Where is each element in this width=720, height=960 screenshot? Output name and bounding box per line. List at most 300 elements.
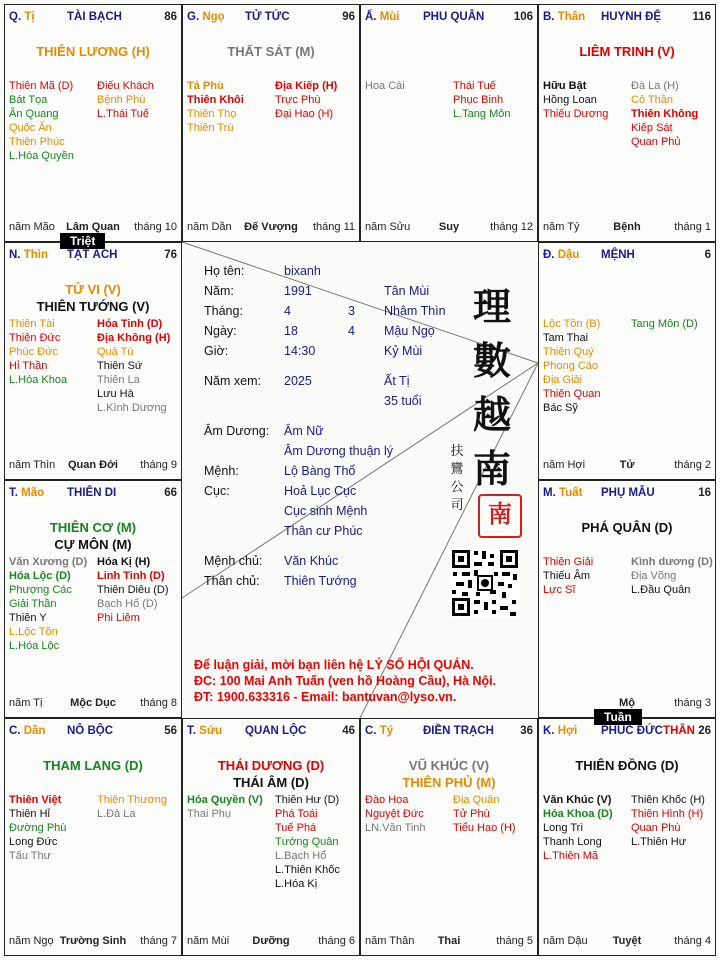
main-stars <box>539 43 715 60</box>
minor-stars-left <box>543 317 600 415</box>
minor-star: L.Đà La <box>97 808 136 820</box>
truong-sinh: Dưỡng <box>252 935 290 947</box>
palace-name: MỆNH <box>601 249 635 261</box>
palace-can-chi <box>187 725 222 737</box>
namxem-al: Ất Tị <box>384 374 410 388</box>
palace-can: M. <box>543 487 556 499</box>
thanchu-value: Thiên Tướng <box>284 574 357 588</box>
main-star: VŨ KHÚC (V) <box>408 758 490 773</box>
minor-star: L.Hóa Lộc <box>9 640 60 652</box>
minor-star: Hóa Khoa (D) <box>543 808 613 820</box>
center-info <box>182 242 538 718</box>
palace-suu[interactable] <box>182 718 360 956</box>
palace-name: PHU QUÂN <box>423 11 485 23</box>
palace-name: NÔ BỘC <box>67 725 113 737</box>
tuan-badge: Tuần <box>594 709 642 725</box>
palace-month: tháng 1 <box>674 221 711 233</box>
minor-star: Thiên Tài <box>9 318 55 330</box>
palace-can-chi <box>365 725 393 737</box>
luu-nien: năm Tị <box>9 697 43 709</box>
palace-month: tháng 10 <box>134 221 177 233</box>
minor-star: Đà La (H) <box>631 80 679 92</box>
main-stars <box>5 757 181 774</box>
palace-name: TỬ TỨC <box>245 11 290 23</box>
minor-star: L.Hóa Quyền <box>9 150 74 162</box>
minor-star: Quả Tú <box>97 346 134 358</box>
palace-chi: Tý <box>379 725 394 737</box>
minor-star: Kiếp Sát <box>631 122 673 134</box>
palace-name: THIÊN DI <box>67 487 117 499</box>
minor-star: L.Tang Môn <box>453 108 511 120</box>
truong-sinh: Mộ <box>619 697 635 709</box>
minor-star: Lưu Hà <box>97 388 134 400</box>
minor-stars-left <box>9 317 67 387</box>
minor-star: Tuế Phá <box>275 822 317 834</box>
minor-star: Hồng Loan <box>543 94 597 106</box>
triet-badge: Triệt <box>60 233 105 249</box>
minor-star: Thiên Khôi <box>187 94 244 106</box>
than-marker: THÂN <box>663 725 695 737</box>
palace-can: C. <box>365 725 377 737</box>
main-stars <box>5 519 181 553</box>
palace-chi: Hợi <box>557 725 578 737</box>
minor-star: Hóa Kị (H) <box>97 556 151 568</box>
minor-star: Lực Sĩ <box>543 584 576 596</box>
subseal-char: 鸞 <box>450 461 464 476</box>
palace-month: tháng 4 <box>674 935 711 947</box>
red-seal <box>478 494 522 538</box>
minor-stars-right <box>97 555 169 625</box>
palace-chi: Mão <box>21 487 45 499</box>
amduong-value: Âm Nữ <box>284 424 324 438</box>
palace-can-chi <box>9 249 48 261</box>
palace-header <box>543 11 711 25</box>
truong-sinh: Đế Vượng <box>244 221 298 233</box>
palace-month: tháng 11 <box>312 221 355 233</box>
luu-nien: năm Hợi <box>543 459 586 471</box>
minor-star: Địa Quân <box>453 794 500 806</box>
minor-star: Địa Kiếp (H) <box>275 80 338 92</box>
subseal-char: 公 <box>450 479 464 494</box>
minor-star: LN.Văn Tinh <box>365 822 426 834</box>
minor-star: L.Kình Dương <box>97 402 167 414</box>
minor-star: Thiên Quý <box>543 346 594 358</box>
minor-star: L.Thiên Hư <box>631 836 687 848</box>
main-star: THIÊN TƯỚNG (V) <box>36 299 150 314</box>
minor-star: Thiếu Dương <box>543 108 609 120</box>
main-star: TỬ VI (V) <box>65 282 121 297</box>
palace-can: T. <box>9 487 18 499</box>
minor-stars-left <box>543 79 608 121</box>
truong-sinh: Thai <box>437 935 461 947</box>
ngay-al-n: 4 <box>348 324 355 338</box>
palace-name: TÀI BẠCH <box>67 11 122 23</box>
palace-can: Đ. <box>543 249 555 261</box>
cuc-value-3: Thân cư Phúc <box>284 524 363 538</box>
cuc-value-2: Cục sinh Mệnh <box>284 504 368 518</box>
main-stars <box>183 43 359 60</box>
minor-star: Hỏa Tinh (D) <box>97 318 163 330</box>
palace-month: tháng 7 <box>140 935 177 947</box>
palace-age: 96 <box>342 11 355 23</box>
truong-sinh: Quan Đới <box>68 459 118 471</box>
main-star: THIÊN ĐỒNG (D) <box>575 758 679 773</box>
main-stars <box>5 43 181 60</box>
minor-stars-left <box>9 793 66 863</box>
minor-star: Thiên Khốc (H) <box>631 794 705 806</box>
minor-star: Thiên Quan <box>543 388 601 400</box>
palace-chi: Tuất <box>558 487 583 499</box>
minor-stars-left <box>187 793 263 821</box>
minor-stars-right <box>97 317 170 415</box>
palace-ty2[interactable] <box>360 718 538 956</box>
nam-label: Năm: <box>204 284 234 298</box>
minor-star: Phá Toái <box>275 808 318 820</box>
minor-star: Cô Thần <box>631 94 673 106</box>
palace-chi: Thìn <box>23 249 48 261</box>
minor-star: Thiếu Âm <box>543 570 591 582</box>
palace-month: tháng 2 <box>674 459 711 471</box>
main-star: LIÊM TRINH (V) <box>579 44 675 59</box>
minor-star: Bệnh Phù <box>97 94 146 106</box>
palace-footer <box>9 935 177 949</box>
palace-month: tháng 3 <box>674 697 711 709</box>
minor-star: Bạch Hổ (D) <box>97 598 158 610</box>
palace-header <box>365 11 533 25</box>
minor-star: Thiên La <box>97 374 140 386</box>
palace-footer <box>9 697 177 711</box>
minor-star: L.Thiên Khốc <box>275 864 340 876</box>
minor-star: Linh Tinh (D) <box>97 570 165 582</box>
main-star: THAM LANG (D) <box>43 758 143 773</box>
cuc-label: Cục: <box>204 484 230 498</box>
minor-star: Thiên Phúc <box>9 136 65 148</box>
truong-sinh: Lâm Quan <box>66 221 120 233</box>
palace-name: TẬT ÁCH <box>67 249 118 261</box>
minor-star: Hữu Bật <box>543 80 587 92</box>
minor-stars-left <box>187 79 244 135</box>
palace-can-chi <box>187 11 225 23</box>
minor-star: Địa Không (H) <box>97 332 171 344</box>
main-star: THIÊN PHỦ (M) <box>402 775 496 790</box>
minor-star: Phượng Các <box>9 584 72 596</box>
minor-star: L.Thái Tuế <box>97 108 149 120</box>
amduong-value-2: Âm Dương thuận lý <box>284 444 393 458</box>
minor-star: L.Bạch Hổ <box>275 850 327 862</box>
minor-star: Thiên Việt <box>9 794 62 806</box>
palace-name: QUAN LỘC <box>245 725 307 737</box>
namxem-value: 2025 <box>284 374 312 388</box>
main-star: CỰ MÔN (M) <box>54 537 132 552</box>
minor-star: Địa Giải <box>543 374 583 386</box>
luu-nien: năm Mão <box>9 221 55 233</box>
palace-tuat[interactable] <box>538 480 716 718</box>
subseal-char: 司 <box>450 497 464 512</box>
luu-nien: năm Tý <box>543 221 580 233</box>
thang-value: 4 <box>284 304 291 318</box>
palace-can: K. <box>543 725 555 737</box>
minor-star: Tấu Thư <box>9 850 52 862</box>
seal-char: 南 <box>488 501 512 528</box>
minor-stars-right <box>631 793 705 849</box>
palace-header <box>9 487 177 501</box>
ngay-value: 18 <box>284 324 298 338</box>
calligraphy-char: 理 <box>472 284 511 329</box>
palace-chi: Sửu <box>199 725 223 737</box>
palace-header <box>187 11 355 25</box>
truong-sinh: Suy <box>438 221 460 233</box>
main-stars <box>361 757 537 791</box>
minor-star: L.Lộc Tồn <box>9 626 58 638</box>
palace-month: tháng 8 <box>140 697 177 709</box>
minor-star: Quan Phù <box>631 822 681 834</box>
palace-than[interactable] <box>538 4 716 242</box>
thanchu-label: Thân chủ: <box>204 574 260 588</box>
minor-star: Tang Môn (D) <box>631 318 698 330</box>
palace-footer <box>365 221 533 235</box>
minor-stars-right <box>275 79 337 121</box>
palace-age: 66 <box>164 487 177 499</box>
minor-star: Thiên Y <box>9 612 47 624</box>
minor-stars-left <box>365 793 426 835</box>
minor-stars-left <box>543 793 613 863</box>
palace-age: 26 <box>698 725 711 737</box>
gio-al: Kỷ Mùi <box>384 344 423 358</box>
ho-ten-label: Họ tên: <box>204 264 245 278</box>
minor-star: Phong Cáo <box>543 360 599 372</box>
palace-can: N. <box>9 249 21 261</box>
main-star: THIÊN LƯƠNG (H) <box>36 44 150 59</box>
palace-chi: Dần <box>23 725 46 737</box>
palace-can: B. <box>543 11 555 23</box>
minor-star: Tả Phù <box>187 80 224 92</box>
palace-header <box>9 725 177 739</box>
minor-stars-right <box>631 555 713 597</box>
main-star: THÁI ÂM (D) <box>233 775 309 790</box>
minor-star: Hỉ Thần <box>9 360 48 372</box>
palace-header <box>187 725 355 739</box>
minor-star: Quốc Ấn <box>9 122 52 134</box>
truong-sinh: Bệnh <box>613 221 641 233</box>
minor-star: Tướng Quân <box>275 836 339 848</box>
palace-hoi[interactable] <box>538 718 716 956</box>
minor-star: Bác Sỹ <box>543 402 578 414</box>
luu-nien: năm Sửu <box>365 221 411 233</box>
minor-star: Hóa Quyền (V) <box>187 794 263 806</box>
palace-can: T. <box>187 725 196 737</box>
palace-footer <box>187 221 355 235</box>
minor-stars-right <box>453 79 510 121</box>
truong-sinh: Tử <box>619 459 635 471</box>
main-stars <box>183 757 359 791</box>
palace-header <box>543 487 711 501</box>
palace-chi: Mùi <box>379 11 400 23</box>
minor-star: Thiên Trù <box>187 122 234 134</box>
thang-al-n: 3 <box>348 304 355 318</box>
palace-footer <box>543 221 711 235</box>
minor-star: Tử Phù <box>453 808 490 820</box>
palace-header <box>9 11 177 25</box>
palace-age: 76 <box>164 249 177 261</box>
palace-can-chi <box>9 725 45 737</box>
palace-ngo[interactable] <box>182 4 360 242</box>
ngay-al: Mậu Ngọ <box>384 324 435 338</box>
minor-star: Thiên Giải <box>543 556 594 568</box>
namxem-label: Năm xem: <box>204 374 261 388</box>
main-star: THIÊN CƠ (M) <box>49 520 137 535</box>
palace-chi: Ngọ <box>202 11 225 23</box>
minor-star: Lộc Tồn (B) <box>543 318 601 330</box>
palace-name: ĐIỀN TRẠCH <box>423 725 494 737</box>
minor-star: Văn Xương (D) <box>9 556 88 568</box>
minor-star: Tam Thai <box>543 332 589 344</box>
minor-star: Hóa Lộc (D) <box>9 570 71 582</box>
palace-age: 16 <box>698 487 711 499</box>
luu-nien: năm Dần <box>187 221 232 233</box>
palace-month: tháng 5 <box>496 935 533 947</box>
minor-star: Long Trì <box>543 822 584 834</box>
palace-dau[interactable] <box>538 242 716 480</box>
palace-ty[interactable] <box>4 4 182 242</box>
minor-star: Thai Phụ <box>187 808 232 820</box>
palace-can: C. <box>9 725 21 737</box>
palace-month: tháng 9 <box>140 459 177 471</box>
main-star: THẤT SÁT (M) <box>227 44 315 59</box>
subseal-char: 扶 <box>450 443 464 458</box>
minor-star: Giải Thần <box>9 598 57 610</box>
minor-stars-right <box>631 79 698 149</box>
palace-age: 6 <box>704 249 711 261</box>
ngay-label: Ngày: <box>204 324 237 338</box>
main-stars <box>539 757 715 774</box>
minor-star: Địa Võng <box>631 570 677 582</box>
luu-nien: năm Dậu <box>543 935 588 947</box>
thang-label: Tháng: <box>204 304 243 318</box>
gio-label: Giờ: <box>204 344 229 358</box>
minor-star: Nguyệt Đức <box>365 808 424 820</box>
minor-star: L.Thiên Mã <box>543 850 599 862</box>
main-stars <box>539 519 715 536</box>
main-star: PHÁ QUÂN (D) <box>581 520 673 535</box>
palace-can-chi <box>543 249 579 261</box>
minor-star: Thiên Sứ <box>97 360 143 372</box>
contact-line-2: ĐC: 100 Mai Anh Tuấn (ven hồ Hoàng Cầu), Hà Nội. <box>194 674 497 688</box>
minor-star: Thiên Mã (D) <box>9 80 74 92</box>
amduong-label: Âm Dương: <box>204 424 270 438</box>
palace-mui[interactable] <box>360 4 538 242</box>
palace-header <box>9 249 177 263</box>
minor-star: L.Đầu Quân <box>631 584 691 596</box>
minor-star: Văn Khúc (V) <box>543 794 612 806</box>
minor-star: Phúc Đức <box>9 346 58 358</box>
minor-stars-right <box>97 79 154 121</box>
minor-star: Thiên Thọ <box>187 108 237 120</box>
truong-sinh: Mộc Dục <box>70 697 116 709</box>
tuoi-value: 35 tuổi <box>384 394 422 408</box>
menhchu-label: Mệnh chủ: <box>204 554 263 568</box>
subseal <box>448 442 466 514</box>
palace-chi: Dậu <box>557 249 580 261</box>
minor-star: Hoa Cái <box>365 80 405 92</box>
palace-can: Ấ. <box>365 11 377 23</box>
main-stars <box>5 281 181 315</box>
qr-code-icon[interactable] <box>450 548 520 618</box>
palace-thin[interactable] <box>4 242 182 480</box>
palace-can-chi <box>543 725 577 737</box>
minor-star: Đại Hao (H) <box>275 108 334 120</box>
luu-nien: năm Ngọ <box>9 935 54 947</box>
luu-nien: năm Mùi <box>187 935 230 947</box>
minor-stars-right <box>631 317 698 331</box>
palace-can: Q. <box>9 11 22 23</box>
palace-name: PHỤ MẪU <box>601 487 655 499</box>
calligraphy-char: 越 <box>472 392 511 437</box>
palace-age: 116 <box>692 11 711 23</box>
contact-line-1: Để luận giải, mời bạn liên hệ LÝ SỐ HỘI QUÁN. <box>194 658 474 672</box>
calligraphy-char: 數 <box>472 338 511 383</box>
palace-footer <box>9 459 177 473</box>
contact-line-3: ĐT: 1900.633316 - Email: bantuvan@lyso.vn. <box>194 690 457 704</box>
calligraphy-char: 南 <box>472 446 511 491</box>
gio-value: 14:30 <box>284 344 316 358</box>
palace-header <box>365 725 533 739</box>
minor-star: Điếu Khách <box>97 80 154 92</box>
minor-star: Ân Quang <box>9 108 59 120</box>
thang-al: Nhâm Thìn <box>384 304 446 318</box>
palace-name: HUYNH ĐỆ <box>601 11 662 23</box>
minor-stars-left <box>9 79 74 163</box>
minor-star: Thiên Hỉ <box>9 808 50 820</box>
palace-footer <box>543 459 711 473</box>
cuc-value: Hoả Lục Cục <box>284 484 357 498</box>
minor-stars-right <box>97 793 167 821</box>
minor-star: Trực Phù <box>275 94 321 106</box>
palace-name: PHÚC ĐỨC <box>601 725 663 737</box>
palace-can: G. <box>187 11 200 23</box>
palace-month: tháng 6 <box>318 935 355 947</box>
palace-chi: Thân <box>557 11 586 23</box>
minor-star: Thiên Hư (D) <box>275 794 340 806</box>
minor-star: Tiểu Hao (H) <box>453 822 516 834</box>
menh-value: Lộ Bàng Thổ <box>284 464 356 478</box>
palace-age: 46 <box>342 725 355 737</box>
minor-star: Phục Binh <box>453 94 504 106</box>
palace-can-chi <box>9 487 44 499</box>
minor-star: Thiên Hình (H) <box>631 808 704 820</box>
palace-chi: Tị <box>24 11 35 23</box>
minor-stars-left <box>365 79 405 93</box>
palace-can-chi <box>365 11 400 23</box>
palace-can-chi <box>543 487 582 499</box>
minor-star: Kình dương (D) <box>631 556 713 568</box>
minor-stars-right <box>453 793 516 835</box>
minor-star: Phi Liêm <box>97 612 140 624</box>
minor-star: Thái Tuế <box>453 80 496 92</box>
minor-star: Quan Phủ <box>631 136 681 148</box>
palace-dan[interactable] <box>4 718 182 956</box>
luu-nien: năm Thìn <box>9 459 56 471</box>
minor-star: Thiên Không <box>631 108 699 120</box>
palace-age: 36 <box>520 725 533 737</box>
palace-footer <box>543 935 711 949</box>
minor-star: Thanh Long <box>543 836 602 848</box>
nam-al: Tân Mùi <box>384 284 430 298</box>
palace-month: tháng 12 <box>490 221 533 233</box>
minor-star: Đường Phù <box>9 822 67 834</box>
palace-mao[interactable] <box>4 480 182 718</box>
minor-star: Thiên Diêu (D) <box>97 584 169 596</box>
truong-sinh: Trường Sinh <box>59 935 127 947</box>
